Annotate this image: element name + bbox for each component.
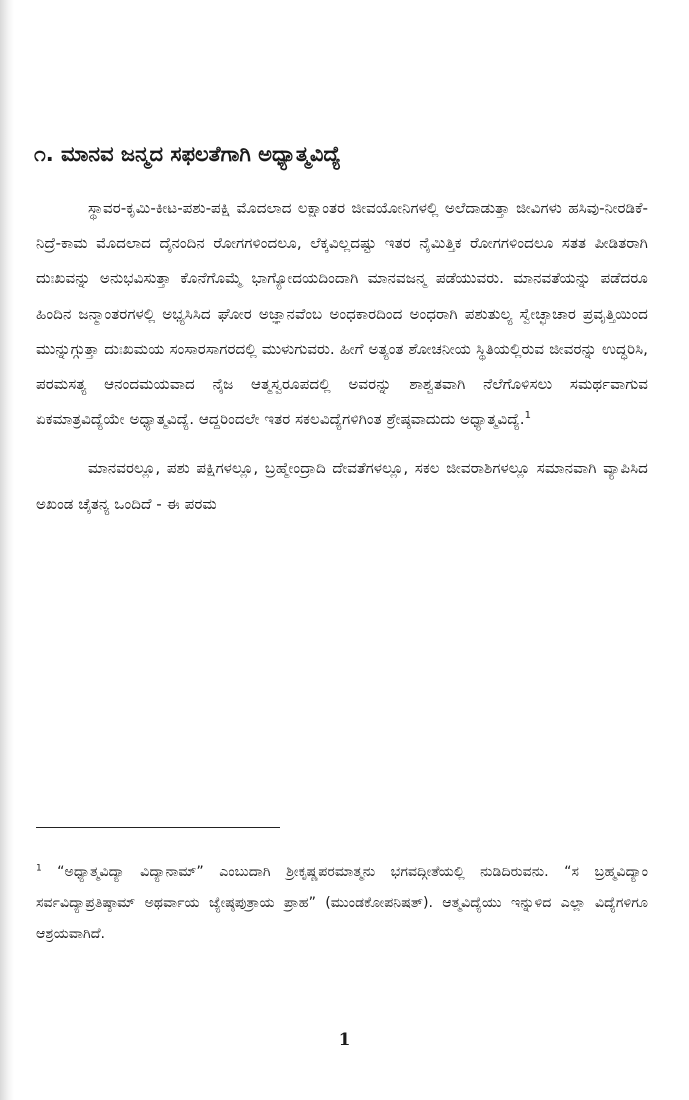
footnote-text: “ಅಧ್ಯಾತ್ಮವಿದ್ಯಾ ವಿದ್ಯಾನಾಮ್” ಎಂಬುದಾಗಿ ಶ್ರೀಕೃಷ್ಣಪರಮಾತ್ಮನು ಭಗವದ್ಗೀತೆಯಲ್ಲಿ ನುಡಿದಿರುವನು. “ಸ ಬ್ರಹ್ಮವಿದ್ಯಾಂ ಸರ್ವವಿದ್ಯಾಪ್ರತಿಷ್ಠಾಮ್ ಅಥರ್ವಾಯ ಜ್ಯೇಷ್ಠಪುತ್ರಾಯ ಪ್ರಾಹ” (ಮುಂಡಕೋಪನಿಷತ್). ಆತ್ಮವಿದ್ಯೆಯು ಇನ್ನುಳಿದ ಎಲ್ಲಾ ವಿದ್ಯೆಗಳಿಗೂ ಆಶ್ರಯವಾಗಿದೆ. — [36, 864, 648, 942]
footnote-separator — [36, 827, 280, 828]
paragraph-1-text: ಸ್ಥಾವರ-ಕೃಮಿ-ಕೀಟ-ಪಶು-ಪಕ್ಷಿ ಮೊದಲಾದ ಲಕ್ಷಾಂತರ ಜೀವಯೋನಿಗಳಲ್ಲಿ ಅಲೆದಾಡುತ್ತಾ ಜೀವಿಗಳು ಹಸಿವು-ನೀರಡಿಕೆ-ನಿದ್ರೆ-ಕಾಮ ಮೊದಲಾದ ದೈನಂದಿನ ರೋಗಗಳಿಂದಲೂ, ಲೆಕ್ಕವಿಲ್ಲದಷ್ಟು ಇತರ ನೈಮಿತ್ತಿಕ ರೋಗಗಳಿಂದಲೂ ಸತತ ಪೀಡಿತರಾಗಿ ದುಃಖವನ್ನು ಅನುಭವಿಸುತ್ತಾ ಕೊನೆಗೊಮ್ಮೆ ಭಾಗ್ಯೋದಯದಿಂದಾಗಿ ಮಾನವಜನ್ಮ ಪಡೆಯುವರು. ಮಾನವತೆಯನ್ನು ಪಡೆದರೂ ಹಿಂದಿನ ಜನ್ಮಾಂತರಗಳಲ್ಲಿ ಅಭ್ಯಸಿಸಿದ ಘೋರ ಅಜ್ಞಾನವೆಂಬ ಅಂಧಕಾರದಿಂದ ಅಂಧರಾಗಿ ಪಶುತುಲ್ಯ ಸ್ವೇಚ್ಛಾಚಾರ ಪ್ರವೃತ್ತಿಯಿಂದ ಮುನ್ನುಗ್ಗುತ್ತಾ ದುಃಖಮಯ ಸಂಸಾರಸಾಗರದಲ್ಲಿ ಮುಳುಗುವರು. ಹೀಗೆ ಅತ್ಯಂತ ಶೋಚನೀಯ ಸ್ಥಿತಿಯಲ್ಲಿರುವ ಜೀವರನ್ನು ಉದ್ಧರಿಸಿ, ಪರಮಸತ್ಯ ಆನಂದಮಯವಾದ ನೈಜ ಆತ್ಮಸ್ವರೂಪದಲ್ಲಿ ಅವರನ್ನು ಶಾಶ್ವತವಾಗಿ ನೆಲೆಗೊಳಿಸಲು ಸಮರ್ಥವಾಗುವ ಏಕಮಾತ್ರವಿದ್ಯೆಯೇ ಅಧ್ಯಾತ್ಮವಿದ್ಯೆ. ಆದ್ದರಿಂದಲೇ ಇತರ ಸಕಲವಿದ್ಯೆಗಳಿಗಿಂತ ಶ್ರೇಷ್ಠವಾದುದು ಅಧ್ಯಾತ್ಮವಿದ್ಯೆ. — [36, 199, 648, 429]
footnote-marker: 1 — [36, 863, 42, 874]
paragraph-2-text: ಮಾನವರಲ್ಲೂ, ಪಶು ಪಕ್ಷಿಗಳಲ್ಲೂ, ಬ್ರಹ್ಮೇಂದ್ರಾದಿ ದೇವತೆಗಳಲ್ಲೂ, ಸಕಲ ಜೀವರಾಶಿಗಳಲ್ಲೂ ಸಮಾನವಾಗಿ ವ್ಯಾಪಿಸಿದ ಅಖಂಡ ಚೈತನ್ಯ ಒಂದಿದೆ - ಈ ಪರಮ — [36, 459, 648, 513]
footnote-reference: 1 — [524, 410, 531, 422]
chapter-heading: ೧. ಮಾನವ ಜನ್ಮದ ಸಫಲತೆಗಾಗಿ ಅಧ್ಯಾತ್ಮವಿದ್ಯೆ — [34, 142, 341, 166]
paragraph-1 — [36, 191, 648, 437]
footnote — [36, 857, 648, 950]
page-number: 1 — [338, 1030, 351, 1050]
paragraph-2 — [36, 451, 648, 521]
body-text — [36, 191, 648, 522]
